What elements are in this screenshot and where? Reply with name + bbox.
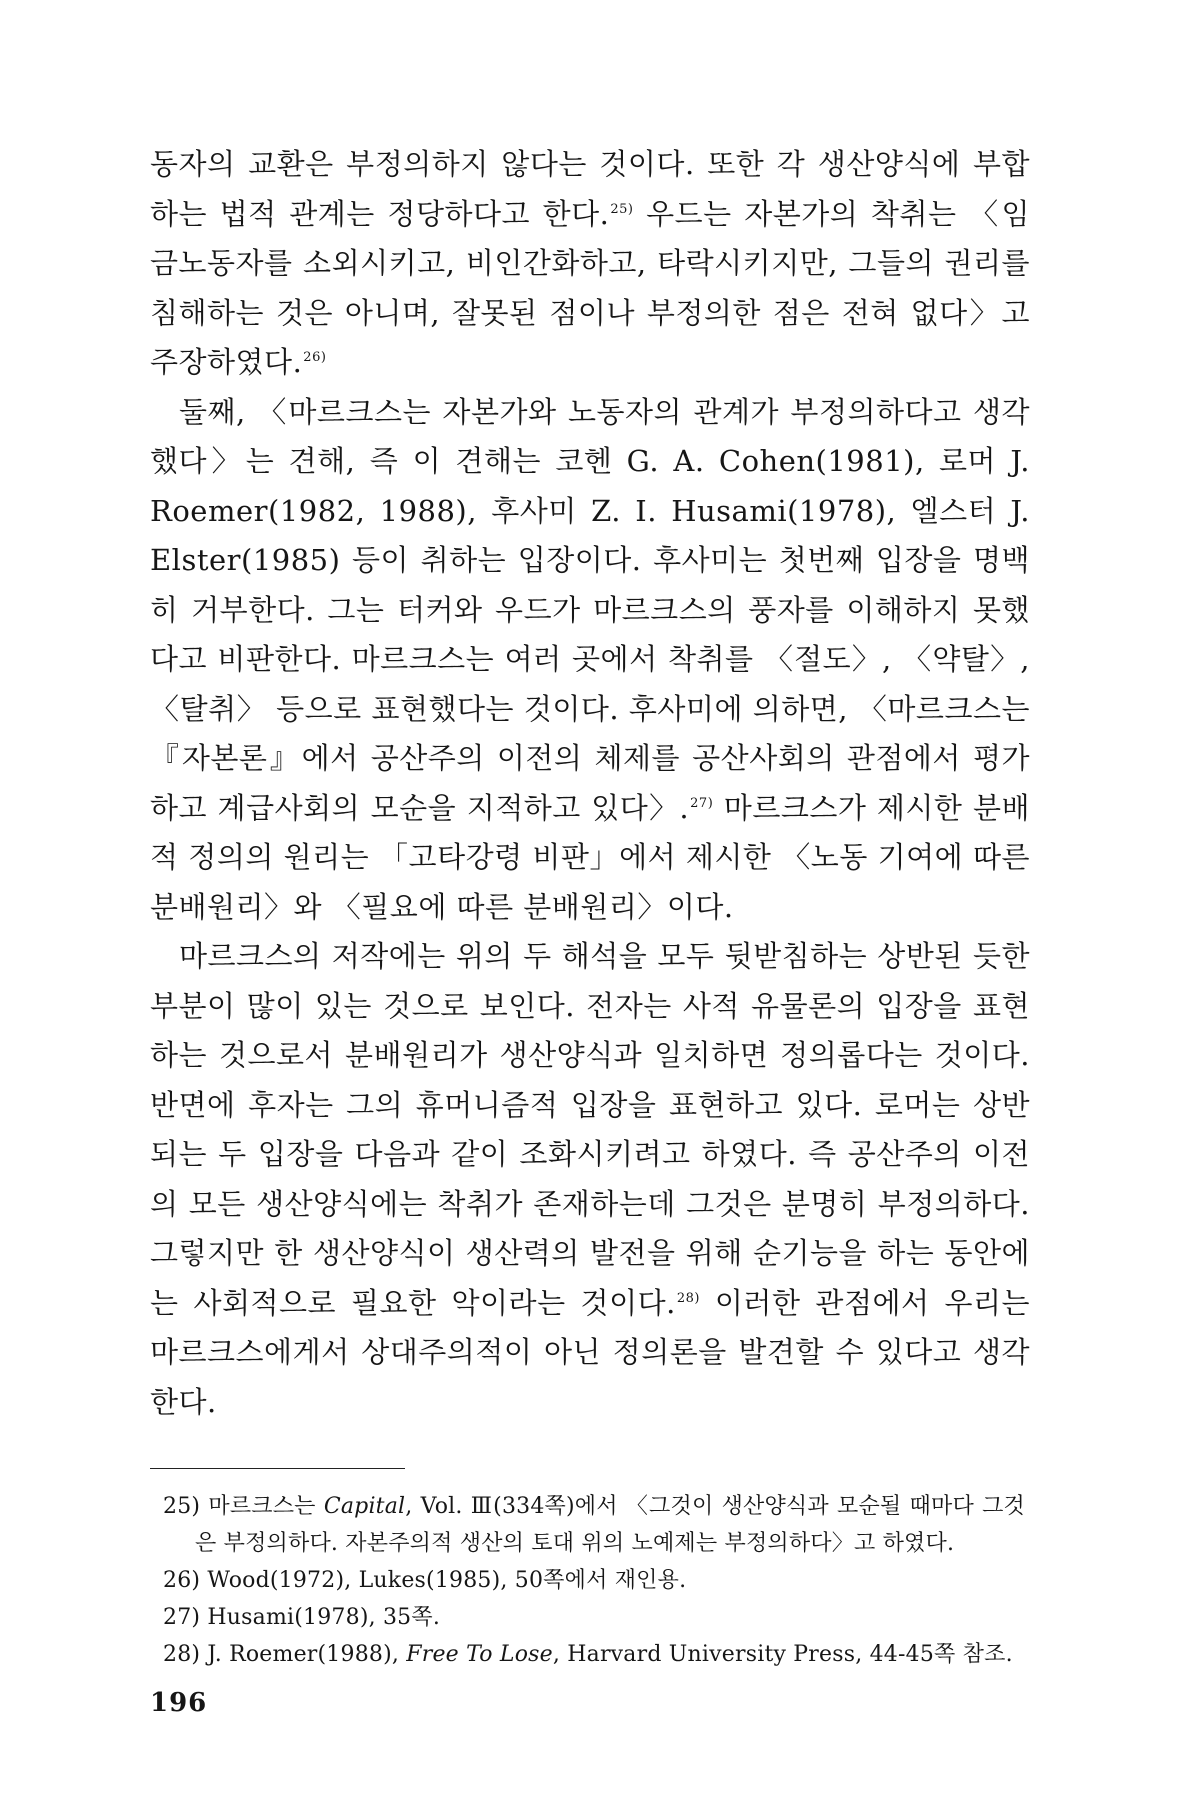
footnote-ref-28: 28) — [676, 1290, 700, 1306]
body-text — [150, 140, 1030, 1427]
footnote-number: 27) — [163, 1605, 201, 1630]
footnote-26 — [163, 1562, 1025, 1599]
paragraph-3 — [150, 932, 1030, 1427]
footnote-25 — [163, 1488, 1025, 1562]
footnote-title-italic: Free To Lose — [406, 1642, 553, 1667]
footnote-28 — [163, 1636, 1025, 1673]
footnote-text-rest: , Harvard University Press, 44-45쪽 참조. — [552, 1642, 1013, 1667]
footnote-number: 26) — [163, 1568, 201, 1593]
footnote-ref-27: 27) — [690, 795, 714, 811]
page-number: 196 — [150, 1688, 208, 1718]
footnote-text-rest: , Vol. Ⅲ(334쪽)에서 〈그것이 생산양식과 모순될 때마다 그것은 부정의하다. 자본주의적 생산의 토대 위의 노예제는 부정의하다〉고 하였다. — [195, 1494, 1025, 1556]
paragraph-3-text-b: 이러한 관점에서 우리는 마르크스에게서 상대주의적이 아닌 정의론을 발견할 수 있다고 생각한다. — [150, 1285, 1030, 1419]
paragraph-2-text-a: 둘째, 〈마르크스는 자본가와 노동자의 관계가 부정의하다고 생각했다〉는 견해, 즉 이 견해는 코헨 G. A. Cohen(1981), 로머 J. Roemer(1982, 1988), 후사미 Z. I. Husami(1978), 엘스터 J. Elster(1985) 등이 취하는 입장이다. 후사미는 첫번째 입장을 명백히 거부한다. 그는 터커와 우드가 마르크스의 풍자를 이해하지 못했다고 비판한다. 마르크스는 여러 곳에서 착취를 〈절도〉, 〈약탈〉, 〈탈취〉 등으로 표현했다는 것이다. 후사미에 의하면, 〈마르크스는 『자본론』에서 공산주의 이전의 체제를 공산사회의 관점에서 평가하고 계급사회의 모순을 지적하고 있다〉. — [150, 394, 1030, 825]
paragraph-2-text-b: 마르크스가 제시한 분배적 정의의 원리는 「고타강령 비판」에서 제시한 〈노동 기여에 따른 분배원리〉와 〈필요에 따른 분배원리〉이다. — [150, 790, 1030, 924]
paragraph-2 — [150, 388, 1030, 933]
footnote-ref-26: 26) — [303, 350, 327, 366]
paragraph-3-text-a: 마르크스의 저작에는 위의 두 해석을 모두 뒷받침하는 상반된 듯한 부분이 많이 있는 것으로 보인다. 전자는 사적 유물론의 입장을 표현하는 것으로서 분배원리가 생산양식과 일치하면 정의롭다는 것이다. 반면에 후자는 그의 휴머니즘적 입장을 표현하고 있다. 로머는 상반되는 두 입장을 다음과 같이 조화시키려고 하였다. 즉 공산주의 이전의 모든 생산양식에는 착취가 존재하는데 그것은 분명히 부정의하다. 그렇지만 한 생산양식이 생산력의 발전을 위해 순기능을 하는 동안에는 사회적으로 필요한 악이라는 것이다. — [150, 939, 1030, 1320]
paragraph-1-text-b: 우드는 자본가의 착취는 〈임금노동자를 소외시키고, 비인간화하고, 타락시키지만, 그들의 권리를 침해하는 것은 아니며, 잘못된 점이나 부정의한 점은 전혀 없다〉고 주장하였다. — [150, 196, 1030, 379]
footnote-text: 마르크스는 — [208, 1494, 324, 1519]
footnote-text: J. Roemer(1988), — [207, 1642, 407, 1667]
footnote-number: 28) — [163, 1642, 201, 1667]
footnote-title-italic: Capital — [323, 1494, 406, 1519]
footnote-text: Wood(1972), Lukes(1985), 50쪽에서 재인용. — [207, 1568, 687, 1593]
footnote-number: 25) — [163, 1494, 201, 1519]
paragraph-1-text-a: 동자의 교환은 부정의하지 않다는 것이다. 또한 각 생산양식에 부합하는 법적 관계는 정당하다고 한다. — [150, 147, 1030, 231]
footnote-text: Husami(1978), 35쪽. — [207, 1605, 441, 1630]
paragraph-1 — [150, 140, 1030, 388]
footnotes — [163, 1488, 1025, 1673]
footnote-divider — [150, 1468, 405, 1469]
footnote-27 — [163, 1599, 1025, 1636]
footnote-ref-25: 25) — [610, 201, 634, 217]
